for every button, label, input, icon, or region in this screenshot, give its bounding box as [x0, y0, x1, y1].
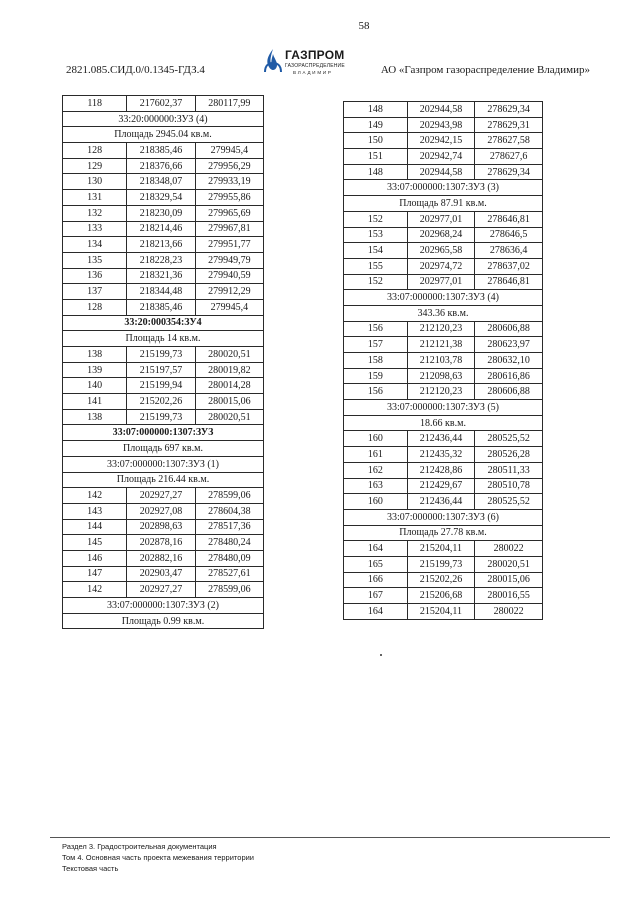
x-coordinate-cell: 202977,01	[407, 274, 475, 290]
x-coordinate-cell: 215202,26	[127, 394, 195, 410]
x-coordinate-cell: 218214,46	[127, 221, 195, 237]
point-number-cell: 153	[344, 227, 408, 243]
logo-region: ВЛАДИМИР	[293, 70, 333, 75]
table-row	[63, 519, 264, 535]
table-row	[344, 321, 543, 337]
y-coordinate-cell: 280015,06	[475, 572, 543, 588]
x-coordinate-cell: 202878,16	[127, 535, 195, 551]
point-number-cell: 134	[63, 237, 127, 253]
x-coordinate-cell: 202898,63	[127, 519, 195, 535]
point-number-cell: 138	[63, 409, 127, 425]
x-coordinate-cell: 218348,07	[127, 174, 195, 190]
logo-brand: ГАЗПРОМ	[285, 48, 345, 62]
x-coordinate-cell: 212435,32	[407, 447, 475, 463]
y-coordinate-cell: 280020,51	[195, 409, 263, 425]
y-coordinate-cell: 279945,4	[195, 299, 263, 315]
x-coordinate-cell: 218376,66	[127, 158, 195, 174]
y-coordinate-cell: 279945,4	[195, 143, 263, 159]
table-row	[63, 190, 264, 206]
section-label-cell: 33:07:000000:1307:ЗУЗ	[63, 425, 264, 441]
y-coordinate-cell: 278629,31	[475, 117, 543, 133]
point-number-cell: 138	[63, 347, 127, 363]
point-number-cell: 118	[63, 96, 127, 112]
y-coordinate-cell: 280015,06	[195, 394, 263, 410]
y-coordinate-cell: 278604,38	[195, 503, 263, 519]
x-coordinate-cell: 212120,23	[407, 321, 475, 337]
y-coordinate-cell: 278517,36	[195, 519, 263, 535]
y-coordinate-cell: 278599,06	[195, 488, 263, 504]
y-coordinate-cell: 280020,51	[195, 347, 263, 363]
table-row	[344, 494, 543, 510]
table-row	[63, 362, 264, 378]
footer-part: Текстовая часть	[62, 864, 119, 873]
point-number-cell: 146	[63, 550, 127, 566]
y-coordinate-cell: 278627,58	[475, 133, 543, 149]
section-label-cell: 33:07:000000:1307:ЗУЗ (1)	[63, 456, 264, 472]
point-number-cell: 166	[344, 572, 408, 588]
point-number-cell: 143	[63, 503, 127, 519]
table-row	[63, 268, 264, 284]
point-number-cell: 159	[344, 368, 408, 384]
point-number-cell: 133	[63, 221, 127, 237]
table-section-row	[63, 472, 264, 488]
table-row	[63, 488, 264, 504]
table-row	[63, 143, 264, 159]
table-row	[344, 604, 543, 620]
table-row	[63, 158, 264, 174]
table-row	[344, 447, 543, 463]
y-coordinate-cell: 278627,6	[475, 149, 543, 165]
table-row	[344, 211, 543, 227]
x-coordinate-cell: 215199,73	[127, 347, 195, 363]
x-coordinate-cell: 212103,78	[407, 353, 475, 369]
point-number-cell: 136	[63, 268, 127, 284]
table-row	[344, 462, 543, 478]
y-coordinate-cell: 280623,97	[475, 337, 543, 353]
page-number: 58	[358, 20, 370, 32]
x-coordinate-cell: 212098,63	[407, 368, 475, 384]
y-coordinate-cell: 278646,81	[475, 211, 543, 227]
x-coordinate-cell: 215199,73	[127, 409, 195, 425]
table-row	[344, 556, 543, 572]
point-number-cell: 160	[344, 431, 408, 447]
point-number-cell: 144	[63, 519, 127, 535]
section-label-cell: 33:20:000000:ЗУЗ (4)	[63, 111, 264, 127]
table-section-row	[344, 196, 543, 212]
y-coordinate-cell: 279967,81	[195, 221, 263, 237]
y-coordinate-cell: 280616,86	[475, 368, 543, 384]
table-section-row	[344, 290, 543, 306]
table-section-row	[63, 315, 264, 331]
section-label-cell: 33:07:000000:1307:ЗУЗ (2)	[63, 598, 264, 614]
y-coordinate-cell: 278480,24	[195, 535, 263, 551]
table-section-row	[63, 613, 264, 629]
gazprom-flame-icon	[263, 48, 283, 76]
section-label-cell: Площадь 14 кв.м.	[63, 331, 264, 347]
table-section-row	[63, 127, 264, 143]
table-row	[344, 258, 543, 274]
point-number-cell: 156	[344, 384, 408, 400]
section-label-cell: 33:07:000000:1307:ЗУЗ (4)	[344, 290, 543, 306]
x-coordinate-cell: 202942,74	[407, 149, 475, 165]
point-number-cell: 141	[63, 394, 127, 410]
point-number-cell: 128	[63, 299, 127, 315]
y-coordinate-cell: 278527,61	[195, 566, 263, 582]
table-section-row	[63, 441, 264, 457]
table-row	[344, 274, 543, 290]
table-row	[344, 384, 543, 400]
point-number-cell: 145	[63, 535, 127, 551]
coordinates-table-left	[62, 95, 264, 629]
table-row	[63, 535, 264, 551]
y-coordinate-cell: 280117,99	[195, 96, 263, 112]
x-coordinate-cell: 218385,46	[127, 299, 195, 315]
y-coordinate-cell: 278646,5	[475, 227, 543, 243]
point-number-cell: 165	[344, 556, 408, 572]
x-coordinate-cell: 202927,27	[127, 582, 195, 598]
point-number-cell: 162	[344, 462, 408, 478]
x-coordinate-cell: 202903,47	[127, 566, 195, 582]
table-row	[344, 227, 543, 243]
point-number-cell: 164	[344, 604, 408, 620]
x-coordinate-cell: 215204,11	[407, 604, 475, 620]
x-coordinate-cell: 215197,57	[127, 362, 195, 378]
point-number-cell: 148	[344, 164, 408, 180]
table-row	[63, 582, 264, 598]
point-number-cell: 161	[344, 447, 408, 463]
y-coordinate-cell: 280510,78	[475, 478, 543, 494]
x-coordinate-cell: 212436,44	[407, 431, 475, 447]
table-row	[344, 117, 543, 133]
table-row	[63, 550, 264, 566]
x-coordinate-cell: 202965,58	[407, 243, 475, 259]
x-coordinate-cell: 202882,16	[127, 550, 195, 566]
y-coordinate-cell: 279933,19	[195, 174, 263, 190]
table-section-row	[344, 415, 543, 431]
point-number-cell: 147	[63, 566, 127, 582]
logo-subtitle: ГАЗОРАСПРЕДЕЛЕНИЕ	[285, 63, 345, 69]
table-row	[63, 205, 264, 221]
table-row	[63, 566, 264, 582]
footer-section: Раздел 3. Градостроительная документация	[62, 842, 217, 851]
y-coordinate-cell: 280525,52	[475, 494, 543, 510]
point-number-cell: 130	[63, 174, 127, 190]
table-section-row	[63, 598, 264, 614]
y-coordinate-cell: 280526,28	[475, 447, 543, 463]
table-row	[63, 237, 264, 253]
x-coordinate-cell: 218230,09	[127, 205, 195, 221]
table-row	[344, 102, 543, 118]
y-coordinate-cell: 280606,88	[475, 384, 543, 400]
table-row	[344, 149, 543, 165]
table-row	[63, 394, 264, 410]
table-section-row	[344, 305, 543, 321]
footer	[62, 841, 254, 874]
x-coordinate-cell: 217602,37	[127, 96, 195, 112]
point-number-cell: 139	[63, 362, 127, 378]
x-coordinate-cell: 202944,58	[407, 102, 475, 118]
table-row	[344, 541, 543, 557]
section-label-cell: 18.66 кв.м.	[344, 415, 543, 431]
point-number-cell: 149	[344, 117, 408, 133]
table-row	[63, 409, 264, 425]
section-label-cell: 33:07:000000:1307:ЗУЗ (6)	[344, 509, 543, 525]
y-coordinate-cell: 279951,77	[195, 237, 263, 253]
x-coordinate-cell: 202974,72	[407, 258, 475, 274]
point-number-cell: 154	[344, 243, 408, 259]
section-label-cell: Площадь 2945.04 кв.м.	[63, 127, 264, 143]
x-coordinate-cell: 218228,23	[127, 252, 195, 268]
x-coordinate-cell: 218385,46	[127, 143, 195, 159]
section-label-cell: 33:07:000000:1307:ЗУЗ (3)	[344, 180, 543, 196]
x-coordinate-cell: 218213,66	[127, 237, 195, 253]
x-coordinate-cell: 202927,27	[127, 488, 195, 504]
y-coordinate-cell: 278629,34	[475, 164, 543, 180]
table-row	[63, 174, 264, 190]
section-label-cell: Площадь 87.91 кв.м.	[344, 196, 543, 212]
point-number-cell: 152	[344, 274, 408, 290]
table-row	[344, 431, 543, 447]
table-row	[344, 368, 543, 384]
section-label-cell: 343.36 кв.м.	[344, 305, 543, 321]
section-label-cell: 33:07:000000:1307:ЗУЗ (5)	[344, 400, 543, 416]
table-section-row	[63, 425, 264, 441]
point-number-cell: 135	[63, 252, 127, 268]
section-label-cell: Площадь 0.99 кв.м.	[63, 613, 264, 629]
y-coordinate-cell: 280511,33	[475, 462, 543, 478]
point-number-cell: 160	[344, 494, 408, 510]
x-coordinate-cell: 202977,01	[407, 211, 475, 227]
x-coordinate-cell: 212429,67	[407, 478, 475, 494]
table-row	[344, 588, 543, 604]
y-coordinate-cell: 279956,29	[195, 158, 263, 174]
footer-volume: Том 4. Основная часть проекта межевания территории	[62, 853, 254, 862]
table-section-row	[344, 180, 543, 196]
point-number-cell: 155	[344, 258, 408, 274]
x-coordinate-cell: 215199,73	[407, 556, 475, 572]
coordinates-table-right	[343, 101, 543, 620]
y-coordinate-cell: 280022	[475, 541, 543, 557]
y-coordinate-cell: 280019,82	[195, 362, 263, 378]
point-number-cell: 158	[344, 353, 408, 369]
x-coordinate-cell: 215204,11	[407, 541, 475, 557]
x-coordinate-cell: 212436,44	[407, 494, 475, 510]
section-label-cell: 33:20:000354:ЗУ4	[63, 315, 264, 331]
point-number-cell: 151	[344, 149, 408, 165]
y-coordinate-cell: 278629,34	[475, 102, 543, 118]
table-row	[344, 572, 543, 588]
point-number-cell: 140	[63, 378, 127, 394]
y-coordinate-cell: 280606,88	[475, 321, 543, 337]
y-coordinate-cell: 280016,55	[475, 588, 543, 604]
y-coordinate-cell: 278636,4	[475, 243, 543, 259]
y-coordinate-cell: 279912,29	[195, 284, 263, 300]
point-number-cell: 152	[344, 211, 408, 227]
point-number-cell: 164	[344, 541, 408, 557]
point-number-cell: 157	[344, 337, 408, 353]
point-number-cell: 156	[344, 321, 408, 337]
table-section-row	[63, 456, 264, 472]
x-coordinate-cell: 218344,48	[127, 284, 195, 300]
point-number-cell: 142	[63, 488, 127, 504]
y-coordinate-cell: 280020,51	[475, 556, 543, 572]
table-section-row	[344, 509, 543, 525]
organization-name: АО «Газпром газораспределение Владимир»	[380, 64, 590, 76]
y-coordinate-cell: 280632,10	[475, 353, 543, 369]
x-coordinate-cell: 215199,94	[127, 378, 195, 394]
point-number-cell: 163	[344, 478, 408, 494]
point-number-cell: 132	[63, 205, 127, 221]
table-row	[63, 96, 264, 112]
table-row	[344, 478, 543, 494]
stray-dot	[380, 654, 382, 656]
document-code: 2821.085.СИД.0/0.1345-ГДЗ.4	[66, 64, 205, 76]
table-row	[344, 337, 543, 353]
point-number-cell: 129	[63, 158, 127, 174]
table-row	[63, 347, 264, 363]
table-section-row	[63, 331, 264, 347]
y-coordinate-cell: 279955,86	[195, 190, 263, 206]
y-coordinate-cell: 279965,69	[195, 205, 263, 221]
table-row	[344, 133, 543, 149]
table-row	[344, 353, 543, 369]
table-row	[63, 378, 264, 394]
x-coordinate-cell: 202968,24	[407, 227, 475, 243]
point-number-cell: 131	[63, 190, 127, 206]
y-coordinate-cell: 279949,79	[195, 252, 263, 268]
y-coordinate-cell: 278646,81	[475, 274, 543, 290]
x-coordinate-cell: 202942,15	[407, 133, 475, 149]
point-number-cell: 167	[344, 588, 408, 604]
x-coordinate-cell: 212120,23	[407, 384, 475, 400]
table-row	[63, 299, 264, 315]
y-coordinate-cell: 280014,28	[195, 378, 263, 394]
table-row	[344, 243, 543, 259]
section-label-cell: Площадь 216.44 кв.м.	[63, 472, 264, 488]
footer-divider	[50, 837, 610, 838]
point-number-cell: 128	[63, 143, 127, 159]
point-number-cell: 150	[344, 133, 408, 149]
table-section-row	[63, 111, 264, 127]
point-number-cell: 148	[344, 102, 408, 118]
y-coordinate-cell: 280022	[475, 604, 543, 620]
x-coordinate-cell: 212121,38	[407, 337, 475, 353]
section-label-cell: Площадь 27.78 кв.м.	[344, 525, 543, 541]
gazprom-logo	[263, 46, 345, 78]
point-number-cell: 137	[63, 284, 127, 300]
x-coordinate-cell: 218321,36	[127, 268, 195, 284]
table-row	[344, 164, 543, 180]
x-coordinate-cell: 202944,58	[407, 164, 475, 180]
y-coordinate-cell: 278637,02	[475, 258, 543, 274]
point-number-cell: 142	[63, 582, 127, 598]
x-coordinate-cell: 215206,68	[407, 588, 475, 604]
x-coordinate-cell: 212428,86	[407, 462, 475, 478]
section-label-cell: Площадь 697 кв.м.	[63, 441, 264, 457]
x-coordinate-cell: 202927,08	[127, 503, 195, 519]
x-coordinate-cell: 218329,54	[127, 190, 195, 206]
y-coordinate-cell: 280525,52	[475, 431, 543, 447]
y-coordinate-cell: 278599,06	[195, 582, 263, 598]
x-coordinate-cell: 215202,26	[407, 572, 475, 588]
table-section-row	[344, 400, 543, 416]
y-coordinate-cell: 279940,59	[195, 268, 263, 284]
table-row	[63, 221, 264, 237]
table-row	[63, 284, 264, 300]
table-section-row	[344, 525, 543, 541]
table-row	[63, 252, 264, 268]
y-coordinate-cell: 278480,09	[195, 550, 263, 566]
table-row	[63, 503, 264, 519]
x-coordinate-cell: 202943,98	[407, 117, 475, 133]
